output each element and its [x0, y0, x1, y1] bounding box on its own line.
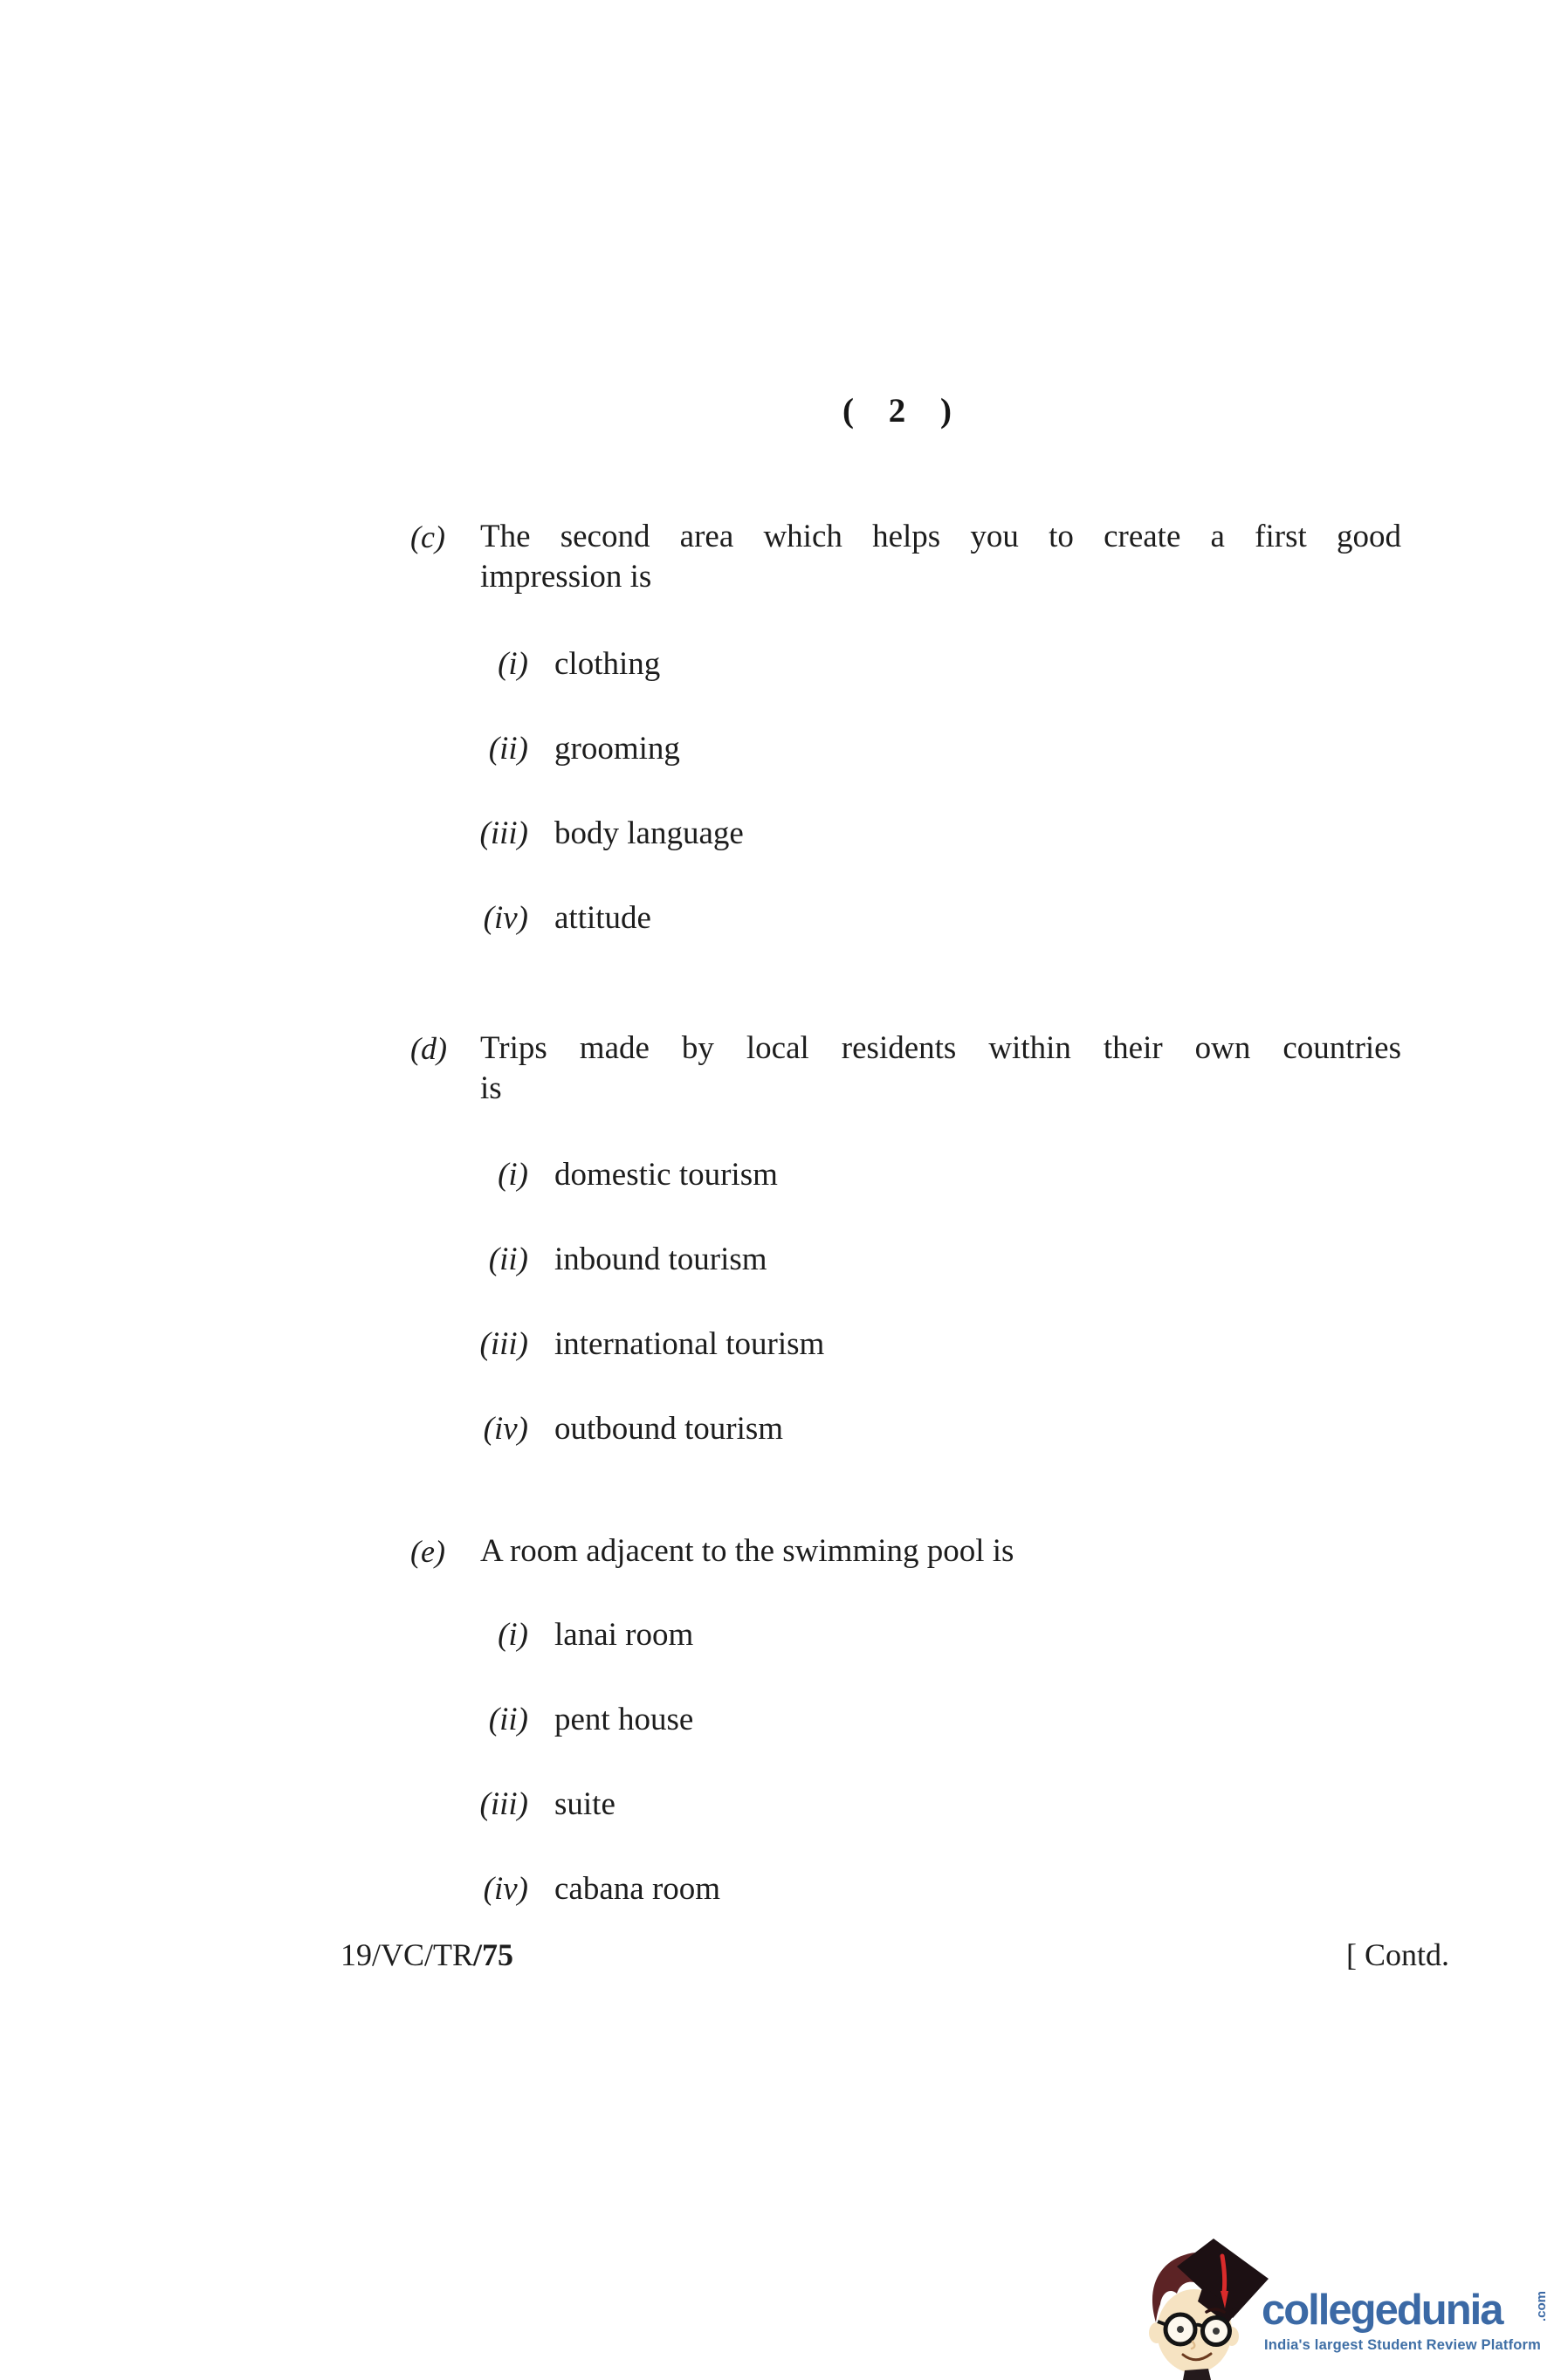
footer-exam-code: [340, 1935, 513, 1975]
option-row: [410, 1869, 1397, 1909]
option-row: [410, 644, 1397, 684]
option-row: [410, 898, 1397, 939]
collegedunia-logo: [1135, 2232, 1561, 2380]
brand-tagline: India's largest Student Review Platform: [1264, 2337, 1542, 2353]
option-numeral: (iv): [483, 1871, 528, 1907]
question-line: Trips made by local residents within their own countries: [480, 1030, 1401, 1066]
question-e-text: [480, 1531, 1401, 1572]
option-numeral: (iii): [479, 1786, 528, 1822]
question-c-label: (c): [410, 519, 445, 554]
option-text: inbound tourism: [554, 1242, 767, 1277]
option-text: lanai room: [554, 1617, 694, 1653]
option-row: [410, 1615, 1397, 1655]
option-numeral: (ii): [488, 1242, 528, 1277]
question-line: The second area which helps you to create a first good: [480, 519, 1401, 554]
option-row: [410, 1700, 1397, 1740]
option-numeral: (i): [498, 1617, 528, 1653]
option-text: domestic tourism: [554, 1157, 778, 1193]
logo-text: [1262, 2287, 1549, 2353]
question-e: [410, 1531, 1401, 1572]
option-text: body language: [554, 815, 744, 851]
option-row: [410, 1324, 1397, 1365]
option-numeral: (iii): [479, 1326, 528, 1362]
option-text: attitude: [554, 900, 651, 936]
option-text: outbound tourism: [554, 1411, 784, 1447]
option-numeral: (i): [498, 1157, 528, 1193]
option-row: [410, 1785, 1397, 1825]
option-numeral: (iv): [483, 900, 528, 936]
option-numeral: (iii): [479, 815, 528, 851]
question-line: A room adjacent to the swimming pool is: [480, 1533, 1014, 1569]
option-text: grooming: [554, 731, 680, 767]
question-line: impression is: [480, 559, 652, 595]
question-c: [410, 517, 1401, 597]
option-row: [410, 1155, 1397, 1195]
page-footer: [340, 1935, 1449, 1975]
option-numeral: (i): [498, 646, 528, 682]
question-e-options: [410, 1615, 1397, 1954]
exam-code-regular: 19/VC/TR: [340, 1937, 474, 1972]
question-c-text: [480, 517, 1401, 597]
option-numeral: (iv): [483, 1411, 528, 1447]
option-row: [410, 729, 1397, 769]
collegedunia-logo-graphic: [1135, 2232, 1561, 2380]
question-d-options: [410, 1155, 1397, 1494]
question-c-options: [410, 644, 1397, 983]
question-d-text: [480, 1028, 1401, 1109]
page-number: ( 2 ): [842, 392, 965, 430]
option-row: [410, 1409, 1397, 1449]
footer-contd: [ Contd.: [1345, 1937, 1449, 1972]
option-row: [410, 1240, 1397, 1280]
question-e-label: (e): [410, 1534, 445, 1569]
option-numeral: (ii): [488, 1702, 528, 1737]
question-line: is: [480, 1070, 502, 1106]
option-text: pent house: [554, 1702, 694, 1737]
option-text: clothing: [554, 646, 661, 682]
option-text: international tourism: [554, 1326, 825, 1362]
exam-code-bold: /75: [473, 1937, 514, 1972]
brand-tld: .com: [1534, 2290, 1549, 2322]
option-row: [410, 814, 1397, 854]
question-d: [410, 1028, 1401, 1109]
question-d-label: (d): [410, 1031, 447, 1066]
option-text: suite: [554, 1786, 615, 1822]
mascot-icon: [1149, 2239, 1269, 2380]
brand-text: collegedunia: [1262, 2287, 1503, 2334]
option-numeral: (ii): [488, 731, 528, 767]
option-text: cabana room: [554, 1871, 721, 1907]
